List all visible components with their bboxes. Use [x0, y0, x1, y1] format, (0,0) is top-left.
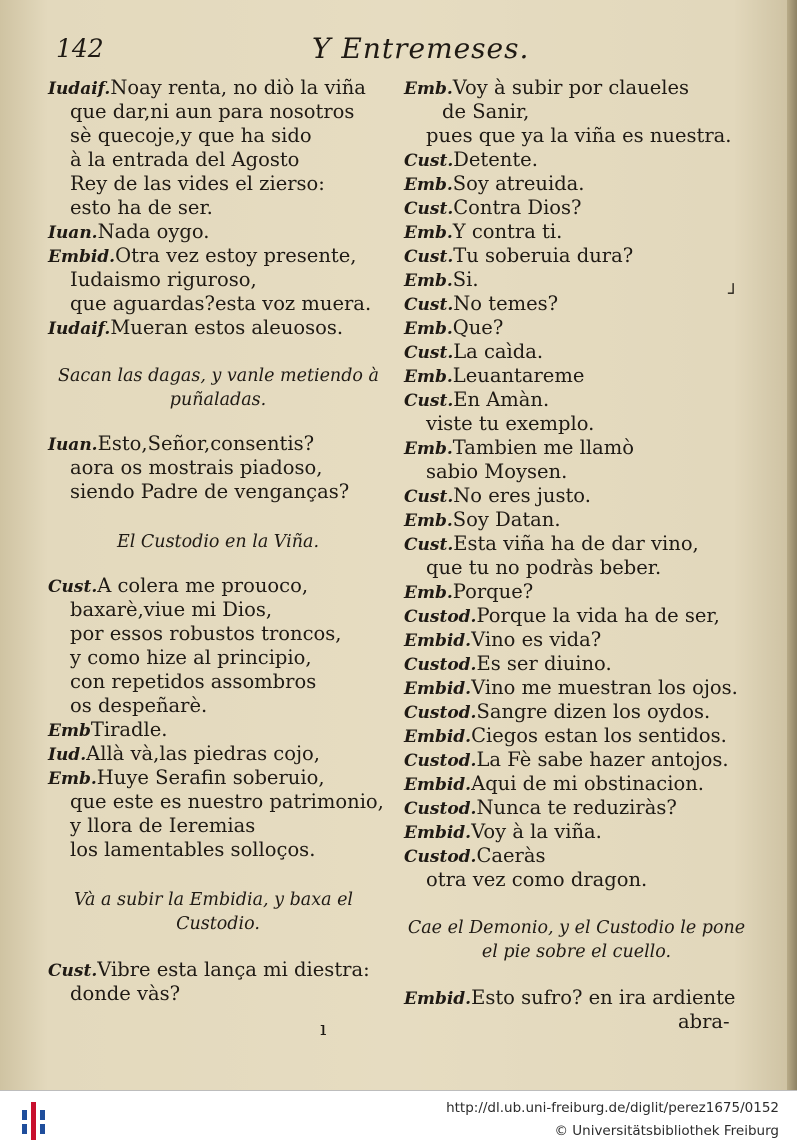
- verse-line: [404, 844, 546, 869]
- verse-line: [404, 796, 677, 821]
- verse-line: [404, 724, 727, 749]
- verse-line: esto ha de ser.: [70, 196, 213, 219]
- verse-line: [404, 172, 585, 197]
- verse-text: Huye Serafin soberuio,: [96, 766, 325, 789]
- speaker-label: Emb.: [404, 79, 453, 99]
- verse-line: [48, 316, 343, 341]
- verse-line: donde vàs?: [70, 982, 181, 1005]
- speaker-label: Iudaif.: [48, 319, 111, 339]
- ub-freiburg-logo-icon: [14, 1100, 54, 1142]
- verse-line: los lamentables solloços.: [70, 838, 316, 861]
- verse-line: y como hize al principio,: [70, 646, 312, 669]
- permalink-url[interactable]: http://dl.ub.uni-freiburg.de/diglit/perez1675/0152: [446, 1100, 779, 1116]
- verse-text: Voy à subir por claueles: [452, 76, 690, 99]
- verse-text: Es ser diuino.: [476, 652, 612, 675]
- verse-text: Esto,Señor,consentis?: [97, 432, 315, 455]
- speaker-label: Emb.: [404, 511, 453, 531]
- speaker-label: Iuan.: [48, 435, 98, 455]
- speaker-label: Embid.: [404, 631, 472, 651]
- verse-line: [404, 628, 601, 653]
- stage-direction: el pie sobre el cuello.: [481, 942, 672, 962]
- stage-direction: Sacan las dagas, y vanle metiendo à: [58, 366, 379, 386]
- speaker-label: Embid.: [404, 727, 472, 747]
- stage-direction: Custodio.: [176, 914, 260, 934]
- verse-line: os despeñarè.: [70, 694, 208, 717]
- verse-line: [48, 742, 320, 767]
- verse-line: baxarè,viue mi Dios,: [70, 598, 273, 621]
- speaker-label: Cust.: [404, 247, 454, 267]
- verse-line: [404, 604, 720, 629]
- verse-line: que aguardas?esta voz muera.: [70, 292, 372, 315]
- verse-line: que dar,ni aun para nosotros: [70, 100, 355, 123]
- verse-line: que este es nuestro patrimonio,: [70, 790, 384, 813]
- verse-text: Allà và,las piedras cojo,: [86, 742, 320, 765]
- verse-line: [404, 220, 562, 245]
- speaker-label: Embid.: [404, 679, 472, 699]
- signature-mark: ı: [320, 1016, 327, 1040]
- verse-line: [48, 958, 370, 983]
- verse-text: Noay renta, no diò la viña: [110, 76, 366, 99]
- verse-line: [404, 268, 479, 293]
- verse-text: Esto sufro? en ira ardiente: [471, 986, 736, 1009]
- verse-line: con repetidos assombros: [70, 670, 317, 693]
- margin-mark: ┘: [728, 284, 739, 304]
- speaker-label: Embid.: [404, 989, 472, 1009]
- verse-text: Tambien me llamò: [452, 436, 634, 459]
- copyright-text: © Universitätsbibliothek Freiburg: [554, 1123, 779, 1139]
- verse-text: Vino es vida?: [471, 628, 602, 651]
- verse-text: Contra Dios?: [453, 196, 582, 219]
- speaker-label: Emb.: [404, 319, 453, 339]
- verse-line: [404, 484, 591, 509]
- verse-line: [48, 432, 314, 457]
- verse-text: Detente.: [453, 148, 538, 171]
- speaker-label: Cust.: [48, 961, 98, 981]
- verse-text: A colera me prouoco,: [97, 574, 309, 597]
- verse-line: [48, 244, 356, 269]
- viewer-footer: [0, 1090, 797, 1148]
- speaker-label: Emb.: [404, 367, 453, 387]
- stage-direction: puñaladas.: [169, 390, 267, 410]
- verse-text: Vibre esta lança mi diestra:: [97, 958, 370, 981]
- verse-text: Porque?: [452, 580, 534, 603]
- verse-text: Aqui de mi obstinacion.: [471, 772, 704, 795]
- verse-line: [404, 986, 735, 1011]
- speaker-label: Cust.: [404, 199, 454, 219]
- verse-line: [404, 580, 533, 605]
- verse-line: [404, 436, 634, 461]
- verse-text: Tu soberuia dura?: [453, 244, 634, 267]
- speaker-label: Emb.: [404, 223, 453, 243]
- verse-line: viste tu exemplo.: [426, 412, 595, 435]
- verse-text: Nada oygo.: [97, 220, 210, 243]
- verse-text: Porque la vida ha de ser,: [476, 604, 720, 627]
- verse-line: [404, 244, 633, 269]
- verse-text: Esta viña ha de dar vino,: [453, 532, 699, 555]
- speaker-label: Cust.: [48, 577, 98, 597]
- speaker-label: Cust.: [404, 391, 454, 411]
- verse-text: Mueran estos aleuosos.: [110, 316, 344, 339]
- speaker-label: Emb: [48, 721, 91, 741]
- verse-line: [48, 574, 308, 599]
- verse-text: Y contra ti.: [452, 220, 563, 243]
- speaker-label: Cust.: [404, 487, 454, 507]
- speaker-label: Iud.: [48, 745, 87, 765]
- verse-line: [404, 772, 704, 797]
- verse-line: y llora de Ieremias: [70, 814, 256, 837]
- verse-line: otra vez como dragon.: [426, 868, 648, 891]
- verse-line: [404, 292, 558, 317]
- speaker-label: Custod.: [404, 751, 477, 771]
- verse-line: [404, 388, 549, 413]
- verse-text: Vino me muestran los ojos.: [471, 676, 738, 699]
- speaker-label: Embid.: [404, 823, 472, 843]
- verse-text: La Fè sabe hazer antojos.: [476, 748, 729, 771]
- speaker-label: Emb.: [48, 769, 97, 789]
- verse-line: aora os mostrais piadoso,: [70, 456, 323, 479]
- verse-line: sabio Moysen.: [426, 460, 568, 483]
- verse-line: siendo Padre de vengan​ças?: [70, 480, 350, 503]
- stage-direction: El Custodio en la Viña.: [116, 532, 320, 552]
- verse-line: pues que ya la viña es nuestra.: [426, 124, 732, 147]
- speaker-label: Emb.: [404, 439, 453, 459]
- verse-text: Voy à la viña.: [471, 820, 602, 843]
- speaker-label: Custod.: [404, 655, 477, 675]
- verse-line: [48, 220, 209, 245]
- verse-text: Nunca te reduziràs?: [476, 796, 677, 819]
- verse-line: [404, 652, 612, 677]
- verse-line: Iudaismo riguroso,: [70, 268, 257, 291]
- verse-text: Soy Datan.: [452, 508, 561, 531]
- speaker-label: Iudaif.: [48, 79, 111, 99]
- verse-text: Que?: [452, 316, 504, 339]
- speaker-label: Custod.: [404, 847, 477, 867]
- verse-line: [404, 316, 503, 341]
- speaker-label: Iuan.: [48, 223, 98, 243]
- verse-text: Ciegos estan los sentidos.: [471, 724, 727, 747]
- verse-text: No temes?: [453, 292, 559, 315]
- speaker-label: Embid.: [404, 775, 472, 795]
- page-header: [0, 30, 797, 74]
- verse-text: Leuantareme: [452, 364, 585, 387]
- speaker-label: Emb.: [404, 271, 453, 291]
- verse-text: Sangre dizen los oydos.: [476, 700, 711, 723]
- stage-direction: Cae el Demonio, y el Custodio le pone: [407, 918, 746, 938]
- verse-line: sè quecoje,y que ha sido: [70, 124, 312, 147]
- verse-text: Otra vez estoy presente,: [115, 244, 357, 267]
- verse-line: [404, 148, 538, 173]
- speaker-label: Embid.: [48, 247, 116, 267]
- verse-text: Si.: [452, 268, 479, 291]
- page-number: 142: [56, 34, 104, 63]
- verse-line: [48, 76, 366, 101]
- verse-text: En Amàn.: [453, 388, 550, 411]
- verse-line: [404, 196, 582, 221]
- verse-line: [404, 508, 561, 533]
- verse-line: [404, 364, 584, 389]
- speaker-label: Cust.: [404, 151, 454, 171]
- verse-text: Tiradle.: [90, 718, 168, 741]
- speaker-label: Custod.: [404, 607, 477, 627]
- verse-line: de Sanir,: [442, 100, 530, 123]
- verse-line: [404, 820, 602, 845]
- verse-line: [48, 718, 168, 743]
- speaker-label: Emb.: [404, 583, 453, 603]
- speaker-label: Custod.: [404, 703, 477, 723]
- verse-text: Caeràs: [476, 844, 546, 867]
- speaker-label: Cust.: [404, 535, 454, 555]
- speaker-label: Emb.: [404, 175, 453, 195]
- stage-direction: Và a subir la Embidia, y baxa el: [74, 890, 354, 910]
- catchword: abra-: [678, 1010, 730, 1033]
- verse-line: [404, 532, 699, 557]
- verse-line: [404, 340, 543, 365]
- verse-line: à la entrada del Agosto: [70, 148, 300, 171]
- running-title: Y Entremeses.: [312, 32, 530, 65]
- verse-line: [48, 766, 325, 791]
- page-edge-shadow: [787, 0, 797, 1090]
- verse-line: [404, 76, 689, 101]
- speaker-label: Custod.: [404, 799, 477, 819]
- verse-text: La caìda.: [453, 340, 544, 363]
- verse-line: que tu no podràs beber.: [426, 556, 662, 579]
- verse-text: No eres justo.: [453, 484, 591, 507]
- verse-text: Soy atreuida.: [452, 172, 585, 195]
- speaker-label: Cust.: [404, 343, 454, 363]
- verse-line: por essos robustos troncos,: [70, 622, 342, 645]
- verse-line: Rey de las vides el zierso:: [70, 172, 325, 195]
- verse-line: [404, 748, 729, 773]
- verse-line: [404, 676, 738, 701]
- speaker-label: Cust.: [404, 295, 454, 315]
- verse-line: [404, 700, 710, 725]
